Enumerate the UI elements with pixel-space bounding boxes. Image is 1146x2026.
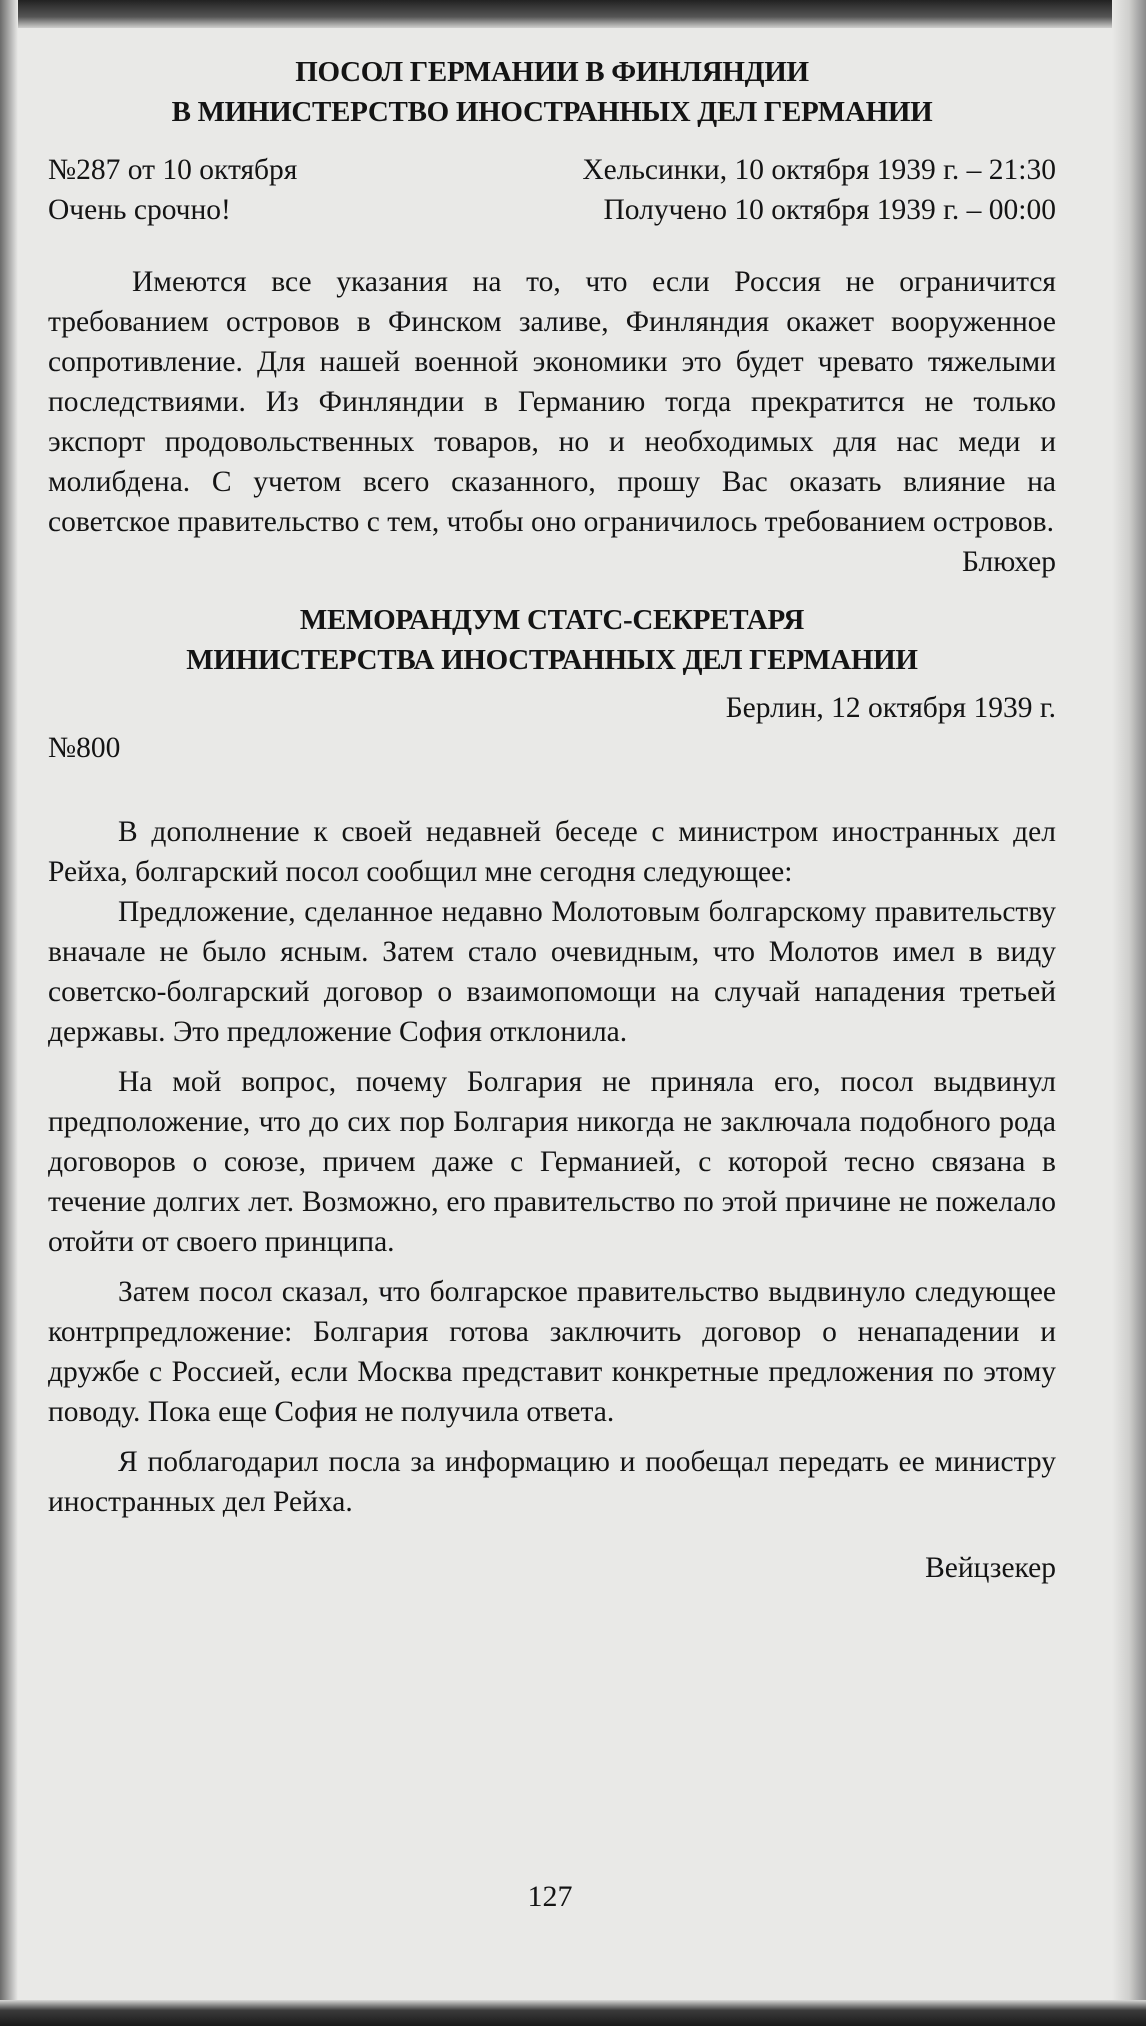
scan-edge-bottom [0,2000,1146,2026]
doc1-number: №287 от 10 октября [48,154,298,186]
scan-edge-left [0,0,18,2026]
doc1-title-line2: В МИНИСТЕРСТВО ИНОСТРАННЫХ ДЕЛ ГЕРМАНИИ [171,96,933,128]
doc2-place-date: Берлин, 12 октября 1939 г. [725,692,1056,724]
doc1-signature: Блюхер [961,546,1056,578]
doc1-sent: Хельсинки, 10 октября 1939 г. – 21:30 [582,154,1056,186]
doc1-header-row2 [48,190,1056,230]
doc2-paragraph: Затем посол сказал, что болгарское правительство выдвинуло следующее контрпредложение: Болгария готова заключить договор о ненападении и дружбе с Россией, если Москва представит конкретные предложения по этому поводу. Пока еще София не получила ответа. [48,1276,1056,1428]
page-content [48,52,1056,1588]
doc2-paragraph: Я поблагодарил посла за информацию и пообещал передать ее министру иностранных дел Рейха. [48,1446,1056,1518]
scan-edge-top [0,0,1146,28]
doc2-title-line2: МИНИСТЕРСТВА ИНОСТРАННЫХ ДЕЛ ГЕРМАНИИ [186,644,918,676]
doc1-body: Имеются все указания на то, что если Россия не ограничится требованием островов в Финском заливе, Финляндия окажет вооруженное сопротивление. Для нашей военной экономики это будет чревато тяжелыми последствиями. Из Финляндии в Германию тогда прекратится не только экспорт продовольственных товаров, но и необходимых для нас меди и молибдена. С учетом всего сказанного, прошу Вас оказать влияние на советское правительство с тем, чтобы оно ограничилось требованием островов. [48,266,1056,538]
doc2-signature: Вейцзекер [925,1552,1056,1584]
scan-edge-right [1112,0,1146,2026]
doc1-title-line1: ПОСОЛ ГЕРМАНИИ В ФИНЛЯНДИИ [295,56,809,88]
doc2-paragraph: Предложение, сделанное недавно Молотовым болгарскому правительству вначале не было ясным. Затем стало очевидным, что Молотов имел в виду советско-болгарский договор о взаимопомощи на случай нападения третьей державы. Это предложение София отклонила. [48,896,1056,1048]
doc1-urgency: Очень срочно! [48,194,231,226]
doc1-header-row1 [48,150,1056,190]
doc2-paragraph: На мой вопрос, почему Болгария не приняла его, посол выдвинул предположение, что до сих пор Болгария никогда не заключала подобного рода договоров о союзе, причем даже с Германией, с которой тесно связана в течение долгих лет. Возможно, его правительство по этой причине не пожелало отойти от своего принципа. [48,1066,1056,1258]
doc2-paragraph: В дополнение к своей недавней беседе с министром иностранных дел Рейха, болгарский посол сообщил мне сегодня следующее: [48,816,1056,888]
doc1-received: Получено 10 октября 1939 г. – 00:00 [603,194,1056,226]
doc2-number: №800 [48,732,121,764]
page-number: 127 [527,1880,573,1913]
doc2-title-line1: МЕМОРАНДУМ СТАТС-СЕКРЕТАРЯ [299,604,805,636]
